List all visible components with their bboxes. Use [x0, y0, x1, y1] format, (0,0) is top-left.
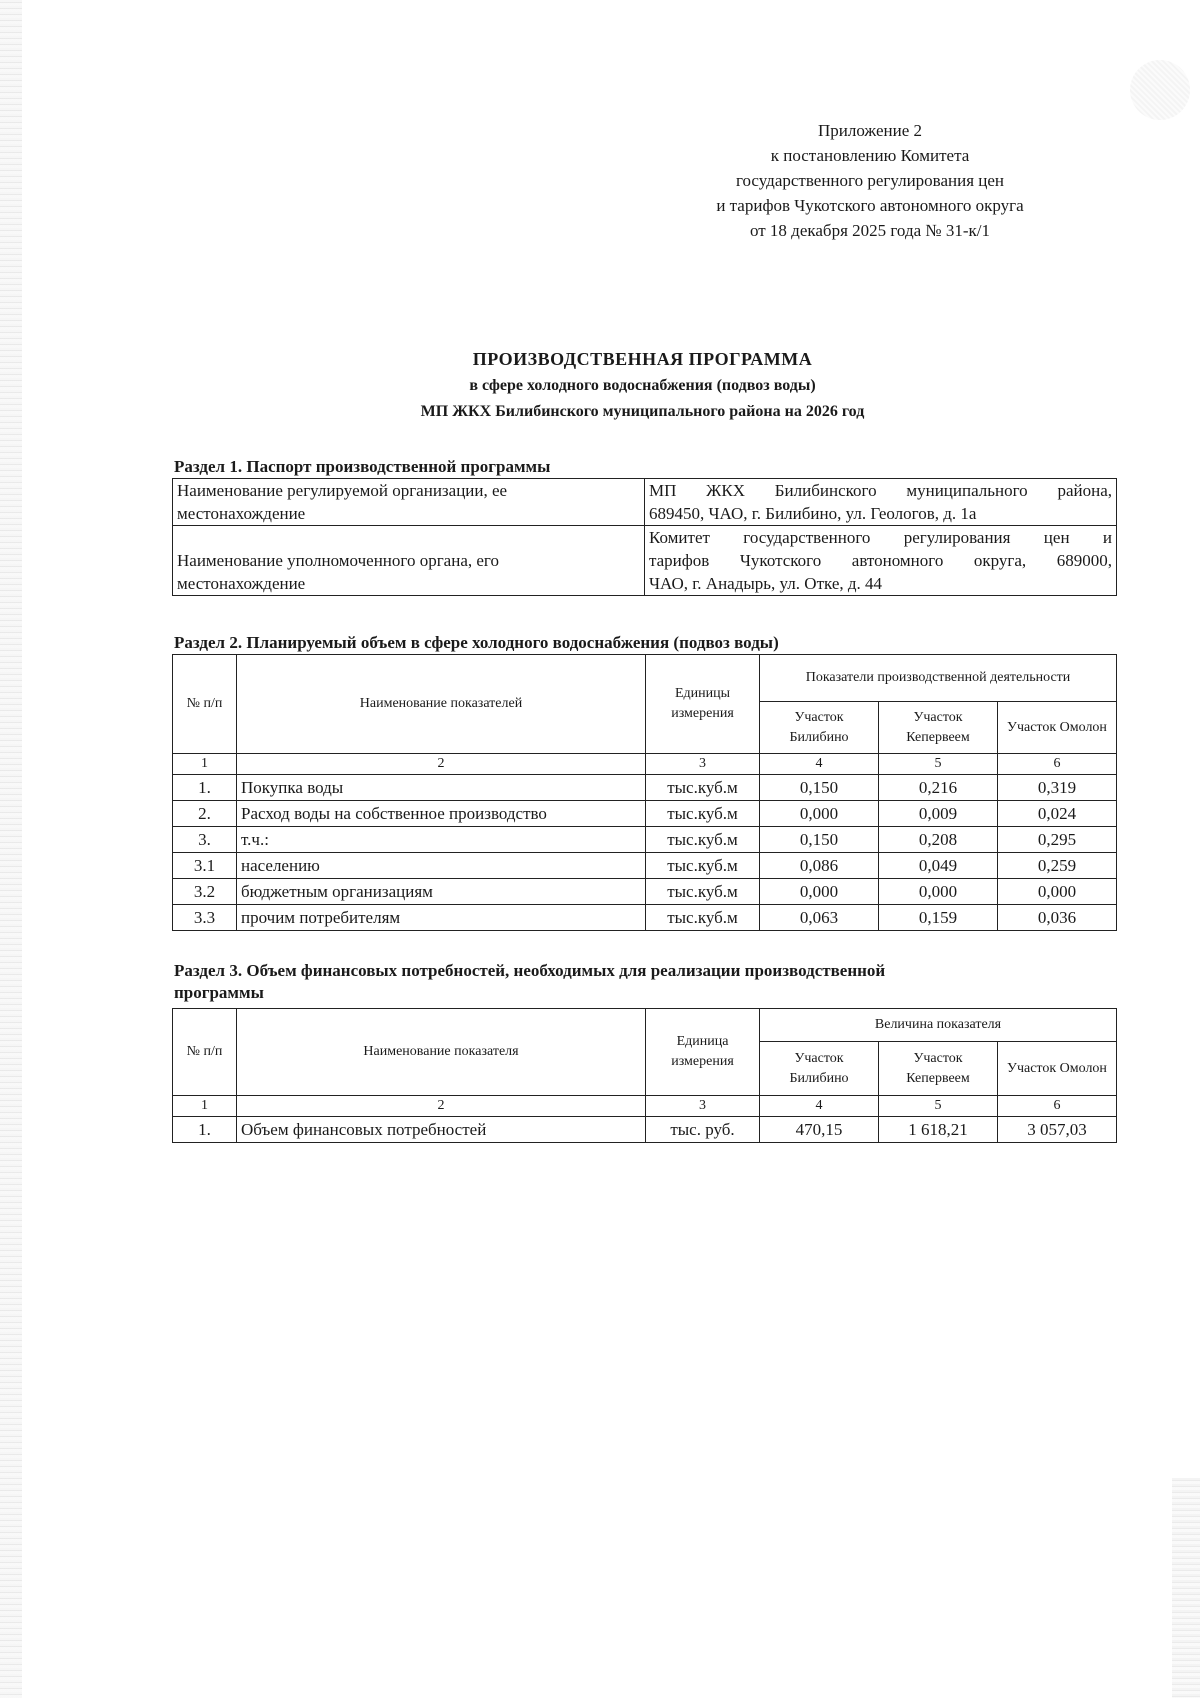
- header-col5: Участок Кепервеем: [879, 1042, 998, 1096]
- row-value-keperveem: 1 618,21: [879, 1117, 998, 1143]
- header-name: Наименование показателя: [237, 1009, 646, 1096]
- row-value-bilibino: 0,000: [760, 879, 879, 905]
- title-main: ПРОИЗВОДСТВЕННАЯ ПРОГРАММА: [472, 349, 813, 369]
- section3-heading: [174, 960, 885, 1004]
- document-title: [170, 345, 1115, 425]
- row-value-omolon: 0,000: [998, 879, 1117, 905]
- table-row: [173, 905, 1117, 931]
- header-num: № п/п: [173, 1009, 237, 1096]
- label-line: местонахождение: [177, 504, 306, 523]
- scan-mark-top-right: [1130, 60, 1190, 120]
- passport-label: [173, 526, 645, 596]
- header-col5: Участок Кепервеем: [879, 702, 998, 754]
- index-cell: 6: [998, 1096, 1117, 1117]
- header-row: [173, 655, 1117, 702]
- value-line: Комитет государственного регулирования цен и: [649, 528, 1112, 547]
- table-row: [173, 801, 1117, 827]
- section1-heading: Раздел 1. Паспорт производственной программы: [174, 457, 551, 476]
- row-value-keperveem: 0,000: [879, 879, 998, 905]
- header-col6: Участок Омолон: [998, 702, 1117, 754]
- table-row: [173, 827, 1117, 853]
- header-unit: Единица измерения: [646, 1009, 760, 1096]
- row-value-keperveem: 0,009: [879, 801, 998, 827]
- header-num: № п/п: [173, 655, 237, 754]
- header-col4: Участок Билибино: [760, 702, 879, 754]
- header-name: Наименование показателей: [237, 655, 646, 754]
- planned-volume-table: [172, 654, 1117, 931]
- header-unit: Единицы измерения: [646, 655, 760, 754]
- value-line: МП ЖКХ Билибинского муниципального района,: [649, 481, 1112, 500]
- index-cell: 3: [646, 754, 760, 775]
- passport-label: [173, 479, 645, 526]
- index-cell: 5: [879, 754, 998, 775]
- section3-heading-line: Раздел 3. Объем финансовых потребностей, необходимых для реализации производственной: [174, 961, 886, 980]
- value-line: тарифов Чукотского автономного округа, 689000,: [649, 551, 1112, 570]
- row-num: 1.: [173, 775, 237, 801]
- index-cell: 1: [173, 1096, 237, 1117]
- row-value-omolon: 3 057,03: [998, 1117, 1117, 1143]
- header-col4: Участок Билибино: [760, 1042, 879, 1096]
- index-cell: 2: [237, 754, 646, 775]
- row-unit: тыс. руб.: [646, 1117, 760, 1143]
- value-line: ЧАО, г. Анадырь, ул. Отке, д. 44: [649, 574, 883, 593]
- scan-edge-left: [0, 0, 22, 1698]
- index-row: [173, 1096, 1117, 1117]
- row-value-bilibino: 0,086: [760, 853, 879, 879]
- passport-value: [645, 479, 1117, 526]
- table-row: [173, 879, 1117, 905]
- row-value-keperveem: 0,049: [879, 853, 998, 879]
- header-group: Величина показателя: [760, 1009, 1117, 1042]
- label-line: Наименование уполномоченного органа, его: [177, 551, 499, 570]
- label-line: местонахождение: [177, 574, 306, 593]
- row-unit: тыс.куб.м: [646, 801, 760, 827]
- appendix-line: от 18 декабря 2025 года № 31-к/1: [749, 221, 991, 240]
- row-num: 3.: [173, 827, 237, 853]
- row-name: Покупка воды: [237, 775, 646, 801]
- row-value-omolon: 0,259: [998, 853, 1117, 879]
- table-row: [173, 1117, 1117, 1143]
- section2-heading: Раздел 2. Планируемый объем в сфере холодного водоснабжения (подвоз воды): [174, 633, 779, 652]
- section3-heading-line: программы: [174, 983, 264, 1002]
- row-name: бюджетным организациям: [237, 879, 646, 905]
- row-value-bilibino: 0,000: [760, 801, 879, 827]
- row-unit: тыс.куб.м: [646, 853, 760, 879]
- header-row: [173, 1009, 1117, 1042]
- row-name: прочим потребителям: [237, 905, 646, 931]
- row-num: 1.: [173, 1117, 237, 1143]
- row-value-omolon: 0,319: [998, 775, 1117, 801]
- value-line: 689450, ЧАО, г. Билибино, ул. Геологов, д. 1а: [649, 504, 977, 523]
- index-cell: 4: [760, 754, 879, 775]
- row-value-bilibino: 470,15: [760, 1117, 879, 1143]
- index-cell: 3: [646, 1096, 760, 1117]
- appendix-line: Приложение 2: [818, 121, 922, 140]
- row-value-omolon: 0,295: [998, 827, 1117, 853]
- scan-edge-bottom-right: [1172, 1478, 1200, 1698]
- table-row: [173, 479, 1117, 526]
- index-cell: 2: [237, 1096, 646, 1117]
- row-unit: тыс.куб.м: [646, 827, 760, 853]
- row-num: 2.: [173, 801, 237, 827]
- row-name: населению: [237, 853, 646, 879]
- title-sub: МП ЖКХ Билибинского муниципального района на 2026 год: [420, 403, 865, 420]
- appendix-line: к постановлению Комитета: [770, 146, 970, 165]
- index-cell: 1: [173, 754, 237, 775]
- row-name: Объем финансовых потребностей: [237, 1117, 646, 1143]
- label-line: Наименование регулируемой организации, ее: [177, 481, 508, 500]
- index-cell: 5: [879, 1096, 998, 1117]
- table-row: [173, 775, 1117, 801]
- row-name: Расход воды на собственное производство: [237, 801, 646, 827]
- appendix-line: и тарифов Чукотского автономного округа: [716, 196, 1024, 215]
- passport-table: [172, 478, 1117, 596]
- index-cell: 4: [760, 1096, 879, 1117]
- row-value-omolon: 0,036: [998, 905, 1117, 931]
- row-unit: тыс.куб.м: [646, 775, 760, 801]
- row-value-bilibino: 0,150: [760, 775, 879, 801]
- appendix-block: [660, 118, 1080, 243]
- row-value-keperveem: 0,216: [879, 775, 998, 801]
- row-value-bilibino: 0,150: [760, 827, 879, 853]
- row-value-keperveem: 0,159: [879, 905, 998, 931]
- table-row: [173, 526, 1117, 596]
- passport-value: [645, 526, 1117, 596]
- row-num: 3.1: [173, 853, 237, 879]
- row-unit: тыс.куб.м: [646, 905, 760, 931]
- header-group: Показатели производственной деятельности: [760, 655, 1117, 702]
- index-cell: 6: [998, 754, 1117, 775]
- row-value-bilibino: 0,063: [760, 905, 879, 931]
- row-value-keperveem: 0,208: [879, 827, 998, 853]
- row-name: т.ч.:: [237, 827, 646, 853]
- row-num: 3.3: [173, 905, 237, 931]
- index-row: [173, 754, 1117, 775]
- row-value-omolon: 0,024: [998, 801, 1117, 827]
- header-col6: Участок Омолон: [998, 1042, 1117, 1096]
- row-num: 3.2: [173, 879, 237, 905]
- row-unit: тыс.куб.м: [646, 879, 760, 905]
- financial-needs-table: [172, 1008, 1117, 1143]
- title-sub: в сфере холодного водоснабжения (подвоз воды): [469, 377, 816, 394]
- table-row: [173, 853, 1117, 879]
- appendix-line: государственного регулирования цен: [735, 171, 1005, 190]
